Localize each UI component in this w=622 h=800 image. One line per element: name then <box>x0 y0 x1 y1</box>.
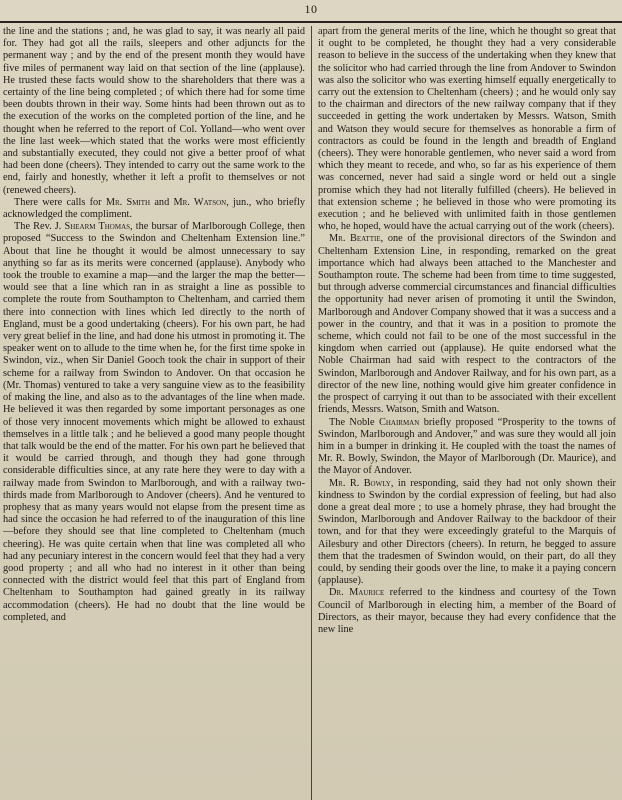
speaker-name: Mr. Beattie <box>329 233 381 245</box>
right-column <box>318 26 616 798</box>
paragraph-text: the line and the stations ; and, he was glad to say, it was nearly all paid for. They had got all the rails, sleepers and other adjuncts for the permanent way ; and by the end of the present month they would have five miles of permanent way laid on that section of the line (applause). He trusted these facts would show to the shareholders that there was a certainty of the line being completed ; of which there had for some time been doubts thrown in their way. Some hints had been thrown out as to the execution of the works on the completed portion of the line, and he thought when he referred to the report of Col. Yolland—who went over the line last week—which stated that the works were most efficiently and substantially executed, they could not give a better proof of what had been done (cheers). They intended to carry out the same work to the end, fairly and honestly, whether it left a profit to themselves or not (renewed cheers). <box>3 26 305 196</box>
paragraph-text: , the bursar of Marlborough College, then proposed “Success to the Swindon and Cheltenham Extension line.” About that line he thought it would be almost unnecessary to say anything so far as its merits were concerned (applause). Anybody who took the trouble to examine a map—and the larger the map the better—would see that a line which ran in as straight a line as possible to complete the route from Southampton to Cheltenham, and carried them there into connection with lines which led directly to the north of England, must be a good undertaking (cheers). For his own part, he had very great belief in the line, and had done his utmost in promoting it. The speaker went on to allude to the time when he, for the first time spoke in Swindon, viz., when Sir Daniel Gooch took the chair in support of their scheme for a railway from Swindon to Andover. On that occasion he (Mr. Thomas) ventured to take a very sanguine view as to the feasibility of making the line, and also as to the advantages of the line when made. He believed it was then regarded by some important personages as one of those very innocent movements which might be allowed to exhaust themselves in a little talk ; and he believed a good many people thought that talk would be the end of the matter. For his own part he believed that it would be carried through, and though they had gone through considerable difficulties since, at any rate here they were to day with a railway made from Swindon to Marlborough, and with a railway two-thirds made from Marlborough to Andover (cheers). And he ventured to prophesy that as many years would not elapse from the present time as had since the occasion he had referred to of the inauguration of this line—before they should see that line completed to Cheltenham (much cheering). He was quite certain when that line was completed all who had any pecuniary interest in the concern would feel that they had a very good property ; and all who had no interest in it other than being connected with the district would feel that this part of England from Cheltenham to Southampton had gained greatly in its railway accommodation (cheers). He had no doubt that the line would be completed, and <box>3 221 305 623</box>
paragraph-text: There were calls for <box>14 196 106 208</box>
paragraph <box>318 233 616 416</box>
paragraph <box>3 197 305 221</box>
paragraph-text: briefly proposed “Prosperity to the towns of Swindon, Marlborough and Andover,” and was sure they would all join him in a bumper in drinking it. He coupled with the toast the names of Mr. R. Bowly, Swindon, the Mayor of Marlborough (Dr. Maurice), and the Mayor of Andover. <box>318 416 616 477</box>
paragraph <box>3 221 305 624</box>
left-column <box>3 26 305 798</box>
column-divider <box>311 26 312 800</box>
speaker-name: Mr. Smith <box>105 196 151 208</box>
paragraph-text: , one of the provisional directors of the Swindon and Cheltenham Extension Line, in responding, remarked on the great importance which had always been attached to the Manchester and Southampton route. The scheme had been from time to time suggested, but through adverse commercial circumstances and financial difficulties the opportunity had never arisen of promoting it until the Swindon, Marlborough and Andover Company showed that it was a success and a power in the country, and that it was in a position to promote the scheme, which could not fail to be one of the most successful in the kingdom when carried out (applause). He quite endorsed what the Noble Chairman had said with respect to the contractors of the Swindon, Marlborough and Andover Railway, and for his own part, as a director of the new line, nothing would give him greater confidence in the prospect of carrying it out than to be associated with their excellent friends, Messrs. Watson, Smith and Watson. <box>318 233 616 416</box>
paragraph-text: referred to the kindness and courtesy of the Town Council of Marlborough in electing him, a member of the Board of Directors, as their mayor, because they had every confidence that the new line <box>318 587 616 635</box>
speaker-name: Chairman <box>378 416 420 428</box>
paragraph-text: , jun., who briefly acknowledged the compliment. <box>3 196 305 221</box>
header-rule <box>0 21 622 23</box>
paragraph <box>3 26 305 197</box>
paragraph-text: , in responding, said they had not only shown their kindness to Swindon by the cordial expression of feeling, but had also done a great deal more ; to use a homely phrase, they had brought the Swindon, Marlborough and Andover Railway to the backdoor of their town, and for that they were exceedingly grateful to the Marquis of Ailesbury and other Directors (cheers). In return, he begged to assure them that the tradesmen of Swindon would, on their part, do all they could, by sending their goods over the line, to make it a paying concern (applause). <box>318 477 616 587</box>
paragraph-text: The Rev. J. <box>14 221 65 233</box>
speaker-name: Mr. R. Bowly <box>329 477 391 489</box>
paragraph <box>318 26 616 233</box>
paragraph-text: The Noble <box>329 416 379 428</box>
paragraph-text: and <box>150 196 174 208</box>
paragraph <box>318 587 616 636</box>
speaker-name: Shearm Thomas <box>64 221 131 233</box>
paragraph <box>318 417 616 478</box>
paragraph-text: apart from the general merits of the line, which he thought so great that it ought to be completed, he thought they had a very considerable reason to believe in the success of the undertaking when they knew that the solicitor who had carried through the line from Andover to Swindon was also the solicitor who was exerting himself equally energetically to carry out the extension to Cheltenham (cheers) ; and he would only say to the chairman and directors of the new railway company that if they succeeded in getting the work undertaken by Messrs. Watson, Smith and Watson they would secure for themselves as honorable a firm of contractors as could be found in the length and breadth of England (cheers). They were honorable gentlemen, who never said a word from which they meant to recede, and who, so far as his experience of them was concerned, never had said a single word or held out a single promise which they had not literally fulfilled (cheers). He believed in that extension scheme ; he believed in those who were promoting its execution ; and he believed with unlimited faith in those gentlemen who, he hoped, would have the actual carrying out of the work (cheers). <box>318 26 616 233</box>
page-number: 10 <box>304 2 318 16</box>
speaker-name: Dr. Maurice <box>329 587 385 599</box>
paragraph <box>318 478 616 588</box>
speaker-name: Mr. Watson <box>173 196 227 208</box>
